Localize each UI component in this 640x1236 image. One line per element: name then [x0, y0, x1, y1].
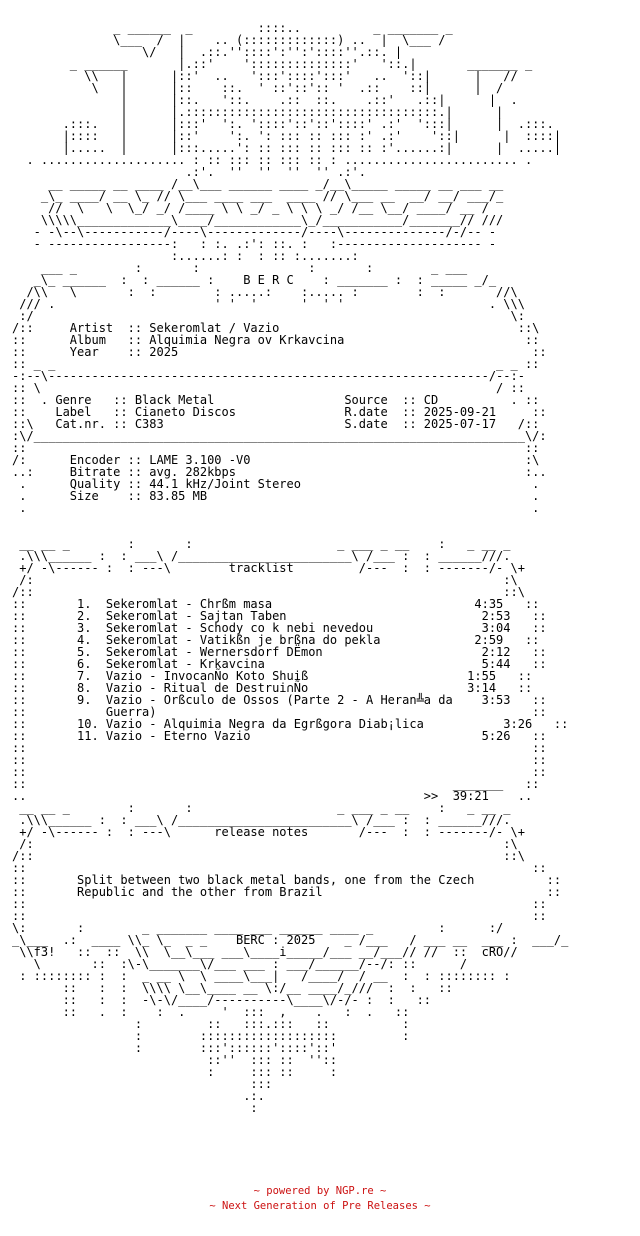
nfo-line: : ::::::::::::::::::: :	[12, 1029, 410, 1043]
nfo-line: .. >> 39:21 ..	[12, 789, 533, 803]
nfo-line: :: Label :: Cianeto Discos R.date :: 2025-09-21 ::	[12, 405, 547, 419]
nfo-line: /:: Artist :: Sekeromlat / Vazio ::\	[12, 321, 540, 335]
nfo-line: - -----------------: : :. .:': ::. : :-------------------- -	[12, 237, 497, 251]
nfo-line: ::'' ::: :: ''::	[12, 1053, 338, 1067]
nfo-line: __ __ _ : : _ ___ _ __ : _ __ _	[12, 801, 511, 815]
nfo-line: :: ::	[12, 441, 540, 455]
footer	[0, 1184, 640, 1214]
nfo-line: :	[12, 1101, 258, 1115]
nfo-line: :: 2. Sekeromlat - Sajtan Taben 2:53 ::	[12, 609, 547, 623]
nfo-line: :: Year :: 2025 ::	[12, 345, 547, 359]
nfo-line: :: 8. Vazio - Ritual de Destrui∩Ño 3:14 ::	[12, 681, 533, 695]
nfo-line: :: \ / ::	[12, 381, 525, 395]
nfo-line: /// . ' ' ' ' ' ' . \\\	[12, 297, 525, 311]
nfo-line: :: Album :: Alquimia Negra ov Krkavcina ::	[12, 333, 540, 347]
nfo-line: ___ _ : : : : _ ___	[12, 261, 468, 275]
nfo-line: :::	[12, 1077, 273, 1091]
nfo-line: \ :: :\-\_______\/___ ___ : ___/______/--/: :: /	[12, 957, 468, 971]
nfo-line: // \ \ \_/ _/ /____ \ \ _/ _ \ \ \ _/ /__ \__/ ____/ __ /	[12, 201, 489, 215]
nfo-line: :: 6. Sekeromlat - Krkavcina 5:44 ::	[12, 657, 547, 671]
nfo-line: _ ______ _ ::::.. _ _______ _	[12, 21, 453, 35]
nfo-line: :: ::	[12, 897, 547, 911]
nfo-line: :: 9. Vazio - Orßculo de Ossos (Parte 2 - A Heran╩a da 3:53 ::	[12, 693, 547, 707]
nfo-line: | |::. '::. .:: ::. .::' .::| | .	[12, 93, 518, 107]
nfo-line: +/ -\------ : : ---\ tracklist /--- : : -------/- \+	[12, 561, 525, 575]
nfo-line: /\\ \ : : : .....: :..... : : : //\	[12, 285, 518, 299]
nfo-line: . .................... : :: ::: :: ::: :: : ........................ .	[12, 153, 533, 167]
nfo-line: :/ \:	[12, 309, 525, 323]
nfo-line: _\_ ____/ __ \_ // \___ ____ ___ ____ // \___ __ __/ __/ ___/_	[12, 189, 504, 203]
nfo-line: /: :\	[12, 837, 518, 851]
nfo-line: .:'. '' '' '' '' .:'.	[12, 165, 367, 179]
nfo-line: .:::. | |:::' ':. '::::'::'::'::::' .:' ':::| | .:::.	[12, 117, 554, 131]
nfo-line: :: 11. Vazio - Eterno Vazio 5:26 ::	[12, 729, 547, 743]
nfo-line: _\_ ______ : : ______ : B E R C : _______ : : _____ _/_	[12, 273, 497, 287]
nfo-line: :......: : : :: :.......:	[12, 249, 359, 263]
nfo-line: ::\ Cat.nr. :: C383 S.date :: 2025-07-17 /::	[12, 417, 540, 431]
nfo-line: : :::::::: : : _ __ \ \ ____\___| /____/ / __ : : :::::::: :	[12, 969, 511, 983]
nfo-line: :: 5. Sekeromlat - Wernersdorf DËmon 2:12 ::	[12, 645, 547, 659]
nfo-line: :: . Genre :: Black Metal Source :: CD . ::	[12, 393, 540, 407]
nfo-line: .\\\______ : : ___\ /________________________\ /___ : : ______///.	[12, 813, 511, 827]
nfo-line: :: 10. Vazio - Alquimia Negra da Egrßgora Diab¡lica 3:26 ::	[12, 717, 569, 731]
nfo-line: _\___ .: ____ \\_ \_ _ _ BERC : 2025 _ /___ / ___ __ ___ : ___/_	[12, 933, 569, 947]
nfo-line: +/ -\------ : : ---\ release notes /--- : : -------/- \+	[12, 825, 525, 839]
nfo-line: | |.:::::::::::::::::::::::::::::::::::.| |	[12, 105, 504, 119]
nfo-line: ..: Bitrate :: avg. 282kbps :..	[12, 465, 547, 479]
nfo-line: :: ::	[12, 753, 547, 767]
nfo-line: :: 3. Sekeromlat - Schody co k nebi nevedou 3:04 ::	[12, 621, 547, 635]
nfo-line: :: . : : . ' ::: , . : . ::	[12, 1005, 410, 1019]
nfo-line: \\ | |::' .. ':::'::::':::' .. '::| | //	[12, 69, 518, 83]
nfo-line: |..... | |:::.....': :: ::: :: ::: :: :'......:| | .....|	[12, 141, 562, 155]
nfo-line: :\/____________________________________________________________________\/:	[12, 429, 547, 443]
nfo-line: __ _____ __ ____ /__\___ ______ ____ _/__\_____ _____ __ ___ __	[12, 177, 504, 191]
nfo-line: :: Guerra) ::	[12, 705, 547, 719]
nfo-line: :: ::	[12, 765, 547, 779]
nfo-line: \: : _ _______ ____ ___ ______ ____ _ : :/	[12, 921, 504, 935]
powered-by-text: ~ powered by NGP.re ~	[253, 1185, 387, 1197]
nfo-line: -:--\-------------------------------------------------------------/--:-	[12, 369, 525, 383]
nfo-line: :: _______ ::	[12, 777, 540, 791]
nfo-line: . .	[12, 501, 540, 515]
nfo-line: : :: :::.::: :: :	[12, 1017, 410, 1031]
nfo-line: :: ::	[12, 909, 547, 923]
tagline-text: ~ Next Generation of Pre Releases ~	[209, 1200, 431, 1212]
nfo-line: :: 1. Sekeromlat - Chrßm masa 4:35 ::	[12, 597, 540, 611]
nfo-line: : :::'::::::'::::'::'	[12, 1041, 403, 1055]
nfo-line: _ ______ |.::' '::::::::::::::' '::.| _______ _	[12, 57, 533, 71]
nfo-line: /:: ::\	[12, 849, 525, 863]
nfo-line: :: _ _ _ _ ::	[12, 357, 540, 371]
nfo-art	[12, 22, 568, 1114]
nfo-line: .:.	[12, 1089, 265, 1103]
nfo-line: . Size :: 83.85 MB .	[12, 489, 540, 503]
nfo-line: \\f3! :: :: \\ \__\___ ___\____i_____/___ __/___// // :: cRO//	[12, 945, 518, 959]
nfo-line: \/ | .::.''::::':'':'::::''.::. |	[12, 45, 403, 59]
nfo-line: .\\\______ : : ___\ /________________________\ /___ : : ______///.	[12, 549, 511, 563]
nfo-line: :: Split between two black metal bands, one from the Czech ::	[12, 873, 562, 887]
nfo-line	[12, 514, 568, 526]
nfo-line: /: :\	[12, 573, 518, 587]
nfo-line: /:: ::\	[12, 585, 525, 599]
nfo-line: \\\\\_____________\____/____________\_/___________/_______// ///	[12, 213, 504, 227]
nfo-line: :: : : -\-\/____/----------\____\/-/- : : ::	[12, 993, 432, 1007]
nfo-line: :: ::	[12, 861, 547, 875]
nfo-line: :: 4. Sekeromlat - Vatikßn je brßna do pekla 2:59 ::	[12, 633, 540, 647]
nfo-line: :: 7. Vazio - Invoca∩Ño Koto Shuiß 1:55 ::	[12, 669, 533, 683]
nfo-line: :: ::	[12, 741, 547, 755]
nfo-line: . Quality :: 44.1 kHz/Joint Stereo .	[12, 477, 540, 491]
nfo-line: \ | |:: ::. ' ::'::':: ' .:: ::| | /	[12, 81, 504, 95]
nfo-line: |:::: | |::' ':. ': ::: :: ::: :' .:' '::| | ::::|	[12, 129, 562, 143]
nfo-line: /: Encoder :: LAME 3.100 -V0 :\	[12, 453, 540, 467]
nfo-line: - -\--\-----------/----\-------------/----\--------------/-/-- -	[12, 225, 497, 239]
nfo-line: __ __ _ : : _ ___ _ __ : _ __ _	[12, 537, 511, 551]
nfo-line: : ::: :: :	[12, 1065, 338, 1079]
nfo-line: :: : : \\\\ \__\____ __ \:/__ ____/_/// : : ::	[12, 981, 453, 995]
nfo-line: \___ / | .. (:::::::::::::) .. | \___ /	[12, 33, 446, 47]
nfo-line: :: Republic and the other from Brazil ::	[12, 885, 562, 899]
